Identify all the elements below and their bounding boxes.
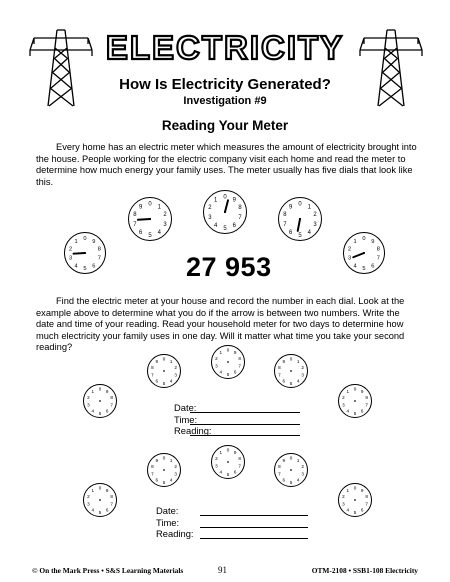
dial-number: 7: [283, 222, 287, 229]
dial-number: 5: [98, 410, 102, 416]
dial-number: 4: [91, 408, 95, 414]
dial-number: 8: [238, 205, 242, 212]
dial-number: 8: [365, 493, 368, 499]
dial-number: 8: [110, 394, 113, 400]
reading-label: Reading:: [174, 425, 212, 436]
investigation-label: Investigation #9: [183, 95, 267, 107]
dial-number: 3: [87, 402, 90, 408]
dial-number: 6: [155, 477, 159, 483]
dial-number: 9: [360, 487, 364, 493]
dial-number: 2: [174, 364, 177, 370]
blank-dial: [273, 452, 309, 488]
instructions-paragraph: Find the electric meter at your house and record the number in each dial. Look at the example above to determine what you do if the arrow is between two numbers. Write the date and time of your reading. Read your household meter for two days to determine how much electricity your family uses in one day. Will it matter what time you take your second reading?: [36, 296, 405, 353]
dial-number: 5: [353, 410, 357, 416]
blank-dial: [210, 344, 246, 380]
dial-number: 4: [353, 263, 357, 270]
dial-number: 8: [110, 493, 113, 499]
dial-number: 2: [208, 205, 212, 212]
dial-number: 0: [353, 386, 357, 392]
dial-number: 8: [151, 364, 154, 370]
title-text: ELECTRICITY: [105, 29, 345, 66]
dial-number: 6: [360, 408, 364, 414]
footer-product-code: OTM-2108 • SSB1-108 Electricity: [311, 566, 418, 575]
dial-number: 5: [226, 471, 230, 477]
dial-number: 5: [162, 479, 166, 485]
dial-number: 8: [278, 364, 281, 370]
dial-number: 9: [105, 388, 109, 394]
dial-number: 4: [346, 408, 350, 414]
dial-number: 6: [282, 378, 286, 384]
blank-dial: [210, 444, 246, 480]
dial-center: [290, 469, 292, 471]
dial-number: 4: [219, 369, 223, 375]
dial-number: 2: [342, 493, 345, 499]
dial-number: 0: [223, 194, 227, 201]
dial-center: [163, 469, 165, 471]
dial-number: 1: [219, 349, 223, 355]
dial-number: 2: [69, 246, 73, 253]
dial-number: 7: [238, 363, 241, 369]
dial-number: 3: [313, 222, 317, 229]
dial-number: 3: [87, 501, 90, 507]
dial-number: 8: [365, 394, 368, 400]
intro-paragraph: Every home has an electric meter which measures the amount of electricity brought into the house. People working for the electric company visit each home and read the meter to determine how much energy your family uses. The meter usually has five dials that look like this.: [36, 142, 417, 187]
dial-number: 7: [110, 501, 113, 507]
dial-number: 4: [169, 378, 173, 384]
dial-number: 9: [139, 204, 143, 211]
example-dial: [342, 231, 386, 275]
dial-number: 1: [307, 204, 311, 211]
dial-center: [99, 499, 101, 501]
date-line-2[interactable]: [200, 515, 308, 516]
dial-number: 0: [83, 235, 87, 242]
dial-number: 9: [233, 349, 237, 355]
blank-dial: [82, 482, 118, 518]
dial-number: 5: [289, 479, 293, 485]
dial-number: 2: [87, 493, 90, 499]
dial-number: 0: [298, 201, 302, 208]
dial-center: [354, 499, 356, 501]
dial-number: 9: [233, 449, 237, 455]
dial-number: 3: [215, 363, 218, 369]
dial-number: 1: [214, 197, 218, 204]
date-line-1[interactable]: [190, 412, 300, 413]
footer-publisher: © On the Mark Press • S&S Learning Materials: [32, 566, 184, 575]
dial-number: 3: [301, 471, 304, 477]
dial-number: 7: [376, 255, 380, 262]
dial-number: 6: [105, 408, 109, 414]
dial-number: 9: [289, 204, 293, 211]
dial-number: 7: [238, 463, 241, 469]
dial-number: 1: [169, 457, 173, 463]
dial-number: 6: [360, 507, 364, 513]
dial-number: 5: [362, 266, 366, 273]
dial-number: 0: [289, 356, 293, 362]
dial-number: 8: [278, 463, 281, 469]
dial-number: 2: [174, 463, 177, 469]
dial-number: 2: [163, 212, 167, 219]
dial-center: [227, 461, 229, 463]
dial-number: 2: [301, 463, 304, 469]
dial-number: 3: [174, 471, 177, 477]
dial-number: 5: [148, 232, 152, 239]
time-label: Time:: [156, 517, 180, 528]
dial-number: 9: [155, 358, 159, 364]
dial-number: 2: [87, 394, 90, 400]
dial-number: 4: [157, 229, 161, 236]
dial-number: 0: [162, 356, 166, 362]
dial-number: 0: [162, 455, 166, 461]
blank-dial: [273, 353, 309, 389]
dial-number: 1: [296, 457, 300, 463]
dial-number: 9: [105, 487, 109, 493]
dial-number: 7: [133, 222, 137, 229]
dial-number: 4: [296, 378, 300, 384]
dial-number: 7: [365, 501, 368, 507]
dial-hand: [73, 253, 85, 254]
dial-number: 6: [232, 222, 236, 229]
dial-number: 1: [346, 388, 350, 394]
reading-label: Reading:: [156, 528, 194, 539]
dial-number: 9: [371, 238, 375, 245]
dial-number: 5: [162, 380, 166, 386]
dial-center: [227, 361, 229, 363]
dial-number: 8: [376, 246, 380, 253]
dial-number: 3: [301, 372, 304, 378]
dial-number: 9: [282, 358, 286, 364]
blank-dial: [146, 353, 182, 389]
dial-number: 7: [110, 402, 113, 408]
date-label: Date:: [174, 402, 197, 413]
dial-number: 7: [278, 372, 281, 378]
dial-number: 1: [346, 487, 350, 493]
example-dial: [127, 196, 173, 242]
dial-number: 4: [74, 263, 78, 270]
dial-number: 1: [169, 358, 173, 364]
dial-number: 5: [223, 225, 227, 232]
dial-number: 9: [282, 457, 286, 463]
dial-number: 5: [83, 266, 87, 273]
dial-number: 3: [69, 255, 73, 262]
example-dial: [202, 189, 248, 235]
dial-number: 0: [353, 485, 357, 491]
example-dial: [277, 196, 323, 242]
dial-hand: [138, 219, 150, 220]
blank-dial: [82, 383, 118, 419]
section-title: Reading Your Meter: [161, 118, 289, 133]
dial-number: 1: [91, 487, 95, 493]
dial-number: 7: [97, 255, 101, 262]
dial-number: 7: [365, 402, 368, 408]
dial-number: 4: [307, 229, 311, 236]
dial-number: 8: [97, 246, 101, 253]
dial-number: 9: [232, 197, 236, 204]
dial-number: 7: [238, 215, 242, 222]
dial-number: 3: [174, 372, 177, 378]
dial-number: 7: [151, 372, 154, 378]
time-line-2[interactable]: [200, 527, 308, 528]
dial-number: 3: [208, 215, 212, 222]
dial-number: 2: [313, 212, 317, 219]
dial-number: 4: [346, 507, 350, 513]
dial-number: 6: [105, 507, 109, 513]
dial-number: 9: [360, 388, 364, 394]
dial-number: 4: [219, 469, 223, 475]
dial-number: 9: [92, 238, 96, 245]
dial-number: 5: [289, 380, 293, 386]
example-dial: [63, 231, 107, 275]
date-label: Date:: [156, 505, 179, 516]
dial-number: 3: [348, 255, 352, 262]
dial-number: 6: [233, 369, 237, 375]
blank-dial: [146, 452, 182, 488]
reading-line-2[interactable]: [200, 538, 308, 539]
dial-number: 6: [289, 229, 293, 236]
dial-number: 8: [283, 212, 287, 219]
dial-number: 4: [91, 507, 95, 513]
dial-number: 5: [353, 509, 357, 515]
dial-number: 3: [215, 463, 218, 469]
blank-dial: [337, 482, 373, 518]
subtitle: How Is Electricity Generated?: [119, 76, 331, 93]
page-number: 91: [218, 565, 227, 575]
dial-number: 6: [233, 469, 237, 475]
dial-number: 1: [91, 388, 95, 394]
dial-number: 0: [226, 347, 230, 353]
dial-number: 8: [133, 212, 137, 219]
dial-center: [99, 400, 101, 402]
dial-number: 4: [214, 222, 218, 229]
dial-number: 2: [215, 455, 218, 461]
dial-number: 7: [278, 471, 281, 477]
dial-number: 6: [155, 378, 159, 384]
dial-number: 1: [74, 238, 78, 245]
dial-number: 3: [342, 402, 345, 408]
dial-number: 2: [215, 355, 218, 361]
dial-number: 6: [282, 477, 286, 483]
dial-number: 4: [169, 477, 173, 483]
dial-number: 3: [342, 501, 345, 507]
dial-number: 8: [238, 455, 241, 461]
dial-number: 4: [296, 477, 300, 483]
reading-line-1[interactable]: [190, 435, 300, 436]
dial-number: 5: [298, 232, 302, 239]
dial-center: [354, 400, 356, 402]
dial-number: 0: [98, 485, 102, 491]
dial-number: 2: [342, 394, 345, 400]
dial-number: 2: [348, 246, 352, 253]
dial-number: 2: [301, 364, 304, 370]
dial-center: [163, 370, 165, 372]
dial-number: 6: [371, 263, 375, 270]
title-electricity: [104, 28, 346, 68]
dial-number: 9: [155, 457, 159, 463]
dial-center: [290, 370, 292, 372]
dial-number: 5: [98, 509, 102, 515]
example-reading: 27 953: [186, 252, 272, 282]
dial-number: 5: [226, 371, 230, 377]
dial-number: 0: [98, 386, 102, 392]
dial-number: 1: [353, 238, 357, 245]
dial-number: 0: [362, 235, 366, 242]
dial-number: 1: [219, 449, 223, 455]
dial-number: 0: [226, 447, 230, 453]
dial-number: 7: [151, 471, 154, 477]
dial-number: 1: [157, 204, 161, 211]
dial-number: 8: [151, 463, 154, 469]
dial-number: 3: [163, 222, 167, 229]
dial-number: 6: [92, 263, 96, 270]
dial-number: 1: [296, 358, 300, 364]
blank-dial: [337, 383, 373, 419]
dial-number: 8: [238, 355, 241, 361]
dial-number: 6: [139, 229, 143, 236]
dial-number: 0: [148, 201, 152, 208]
dial-number: 0: [289, 455, 293, 461]
time-label: Time:: [174, 414, 198, 425]
